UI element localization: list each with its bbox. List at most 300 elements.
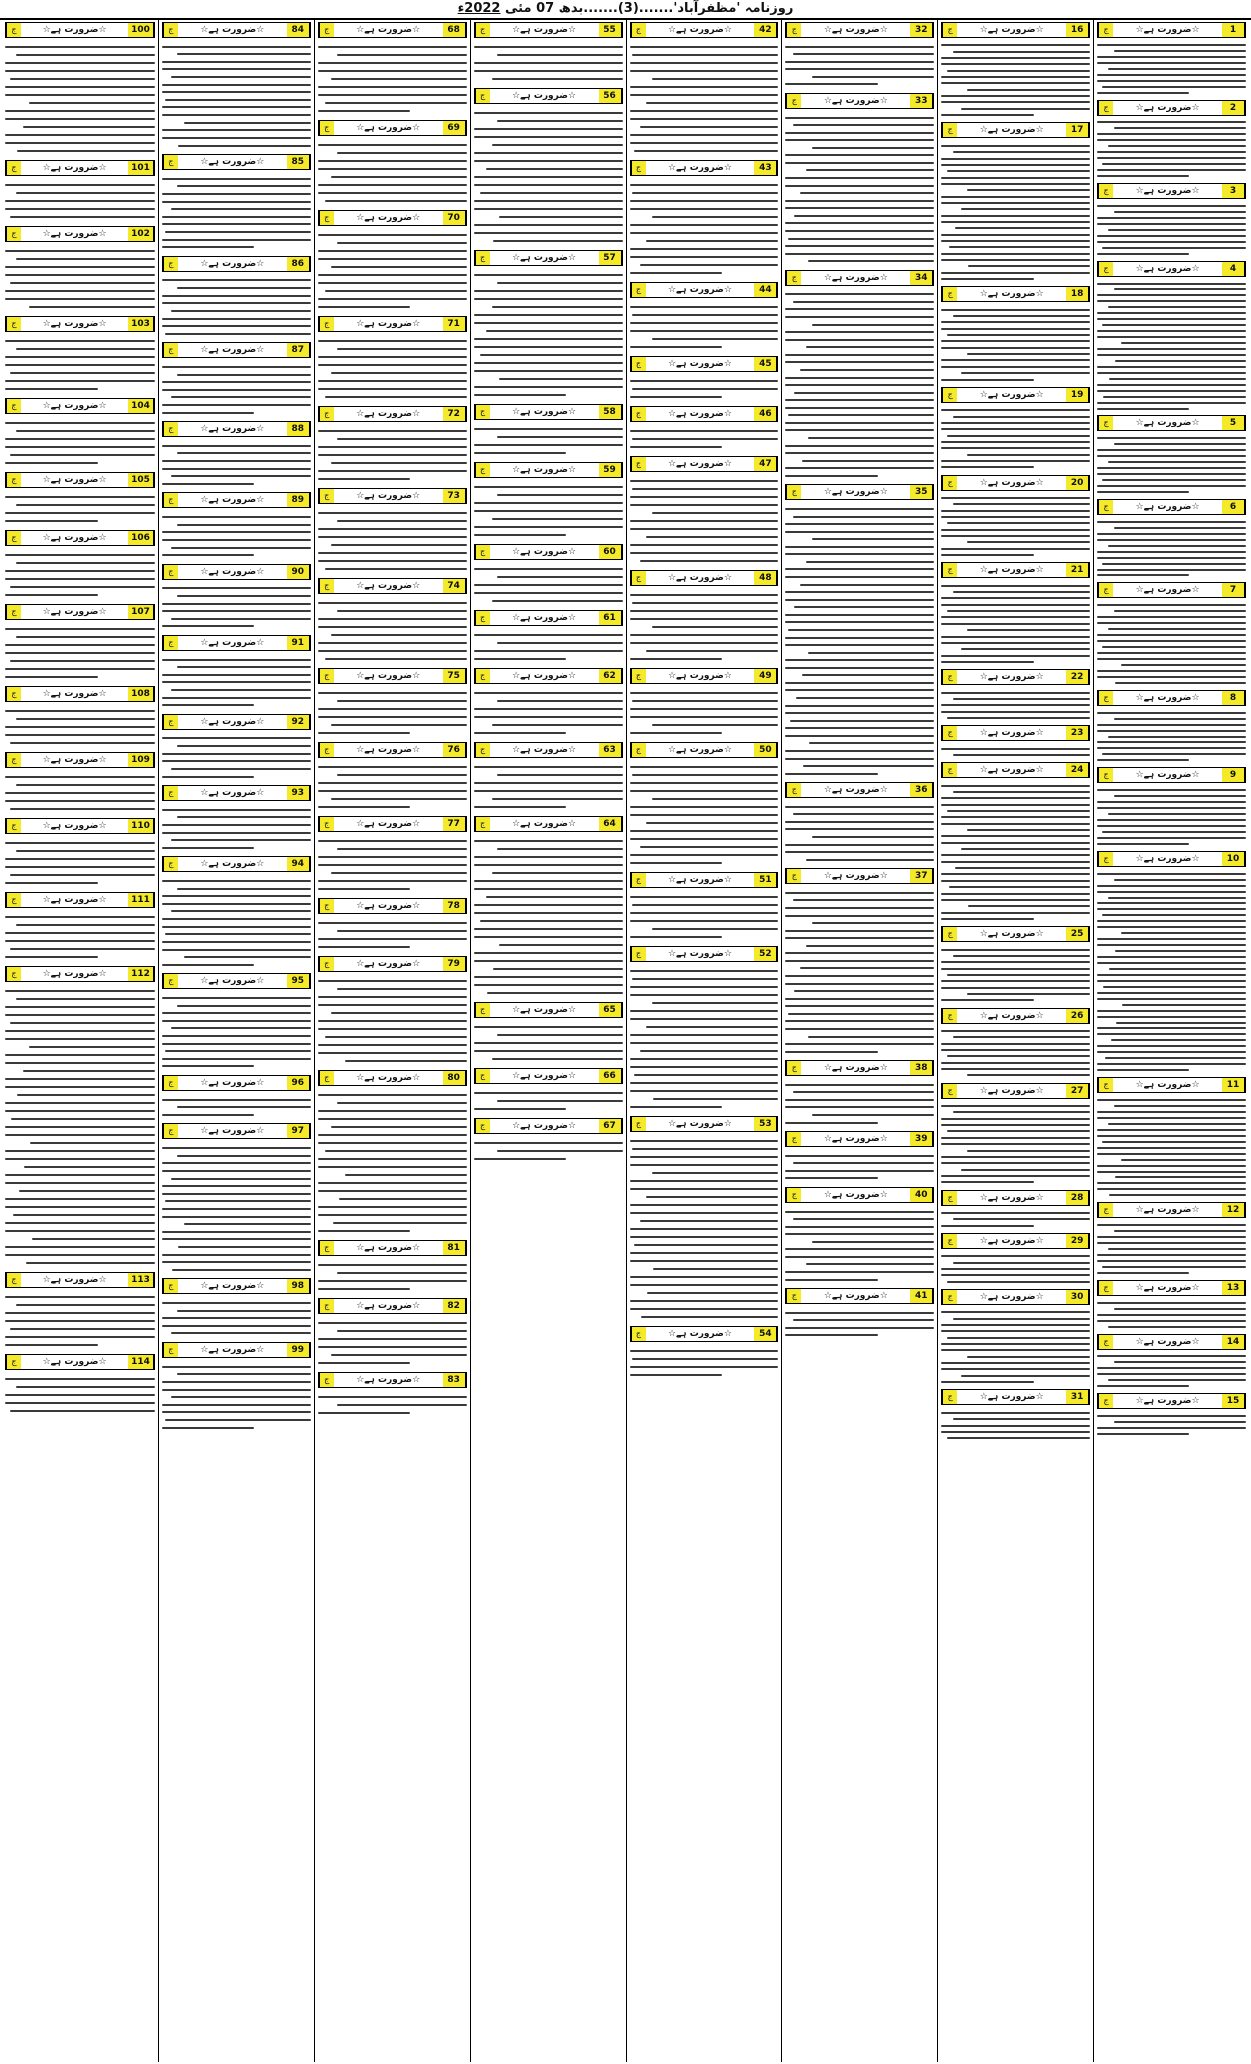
text-line	[162, 412, 254, 414]
text-line	[785, 523, 934, 525]
text-line	[5, 86, 155, 88]
text-line	[1108, 897, 1246, 899]
text-line	[1097, 1010, 1246, 1012]
ad-header	[474, 1068, 623, 1084]
text-line	[5, 184, 155, 186]
ad-body-text	[785, 111, 934, 268]
text-line	[652, 512, 779, 514]
text-line	[947, 170, 1090, 172]
text-line	[1097, 366, 1246, 368]
text-line	[318, 1142, 467, 1144]
text-line	[630, 594, 779, 596]
text-line	[785, 1279, 877, 1281]
text-line	[941, 57, 1090, 59]
ad-body-text	[5, 334, 155, 396]
text-line	[1102, 479, 1246, 481]
text-line	[162, 61, 311, 63]
text-line	[171, 396, 311, 398]
text-line	[1097, 157, 1246, 159]
text-line	[1097, 1373, 1246, 1375]
ad-title: ☆ضرورت ہے☆	[512, 547, 577, 557]
classified-ad	[474, 666, 623, 740]
ad-mark-icon: ج	[6, 473, 21, 487]
text-line	[5, 1254, 155, 1256]
ad-mark-icon: ج	[6, 819, 21, 833]
ad-body-text	[318, 1390, 467, 1420]
text-line	[785, 1327, 934, 1329]
text-line	[337, 930, 467, 932]
ad-number: 109	[128, 753, 154, 767]
text-line	[1097, 336, 1246, 338]
ad-mark-icon: ج	[1098, 691, 1113, 705]
text-line	[1121, 342, 1246, 344]
text-line	[1097, 121, 1246, 123]
text-line	[941, 548, 1090, 550]
ad-body-text	[318, 686, 467, 740]
text-line	[171, 475, 311, 477]
ad-title: ☆ضرورت ہے☆	[42, 229, 107, 239]
ad-title: ☆ضرورت ہے☆	[356, 1243, 421, 1253]
text-line	[652, 928, 779, 930]
text-line	[5, 250, 155, 252]
text-line	[941, 1049, 1090, 1051]
ad-number: 77	[443, 817, 466, 831]
ad-header	[162, 714, 311, 730]
ad-body-text	[318, 424, 467, 486]
ad-mark-icon: ج	[6, 317, 21, 331]
text-line	[1097, 1367, 1246, 1369]
ad-number: 65	[599, 1003, 622, 1017]
ad-header	[785, 22, 934, 38]
text-line	[474, 176, 623, 178]
text-line	[5, 1344, 98, 1346]
text-line	[941, 278, 1033, 280]
classified-ad	[162, 633, 311, 712]
text-line	[806, 1263, 934, 1265]
text-line	[480, 920, 623, 922]
text-line	[967, 1356, 1091, 1358]
text-line	[331, 1012, 466, 1014]
ad-mark-icon: ج	[942, 476, 957, 490]
text-line	[785, 591, 934, 593]
text-line	[318, 708, 467, 710]
ad-title: ☆ضرورت ہے☆	[1135, 1080, 1200, 1091]
ad-mark-icon: ج	[1098, 852, 1113, 866]
text-line	[1097, 437, 1246, 439]
text-line	[177, 595, 311, 597]
text-line	[184, 956, 311, 958]
text-line	[634, 1074, 778, 1076]
text-line	[632, 54, 778, 56]
ad-number: 94	[287, 857, 310, 871]
ad-mark-icon: ج	[163, 343, 178, 357]
classified-ad	[785, 1185, 934, 1286]
ad-mark-icon: ج	[1098, 1078, 1113, 1092]
text-line	[785, 960, 934, 962]
text-line	[318, 1028, 467, 1030]
text-line	[5, 422, 155, 424]
text-line	[497, 282, 622, 284]
text-line	[325, 396, 466, 398]
text-line	[652, 1172, 779, 1174]
text-line	[630, 1034, 779, 1036]
text-line	[162, 404, 311, 406]
text-line	[5, 956, 98, 958]
text-line	[337, 348, 467, 350]
text-line	[162, 1404, 311, 1406]
ad-body-text	[5, 178, 155, 224]
text-line	[162, 483, 254, 485]
text-line	[1108, 68, 1246, 70]
text-line	[474, 650, 623, 652]
text-line	[630, 994, 779, 996]
ad-mark-icon: ج	[786, 94, 801, 108]
ad-number: 60	[599, 545, 622, 559]
ad-title: ☆ضرورت ہے☆	[979, 929, 1044, 940]
text-line	[5, 266, 155, 268]
ad-header	[785, 1131, 934, 1147]
ad-number: 106	[128, 531, 154, 545]
text-line	[630, 430, 779, 432]
text-line	[630, 208, 779, 210]
text-line	[967, 189, 1091, 191]
text-line	[318, 864, 467, 866]
text-line	[318, 380, 467, 382]
ad-mark-icon: ج	[942, 763, 957, 777]
text-line	[1109, 968, 1246, 970]
text-line	[11, 1118, 155, 1120]
ad-number: 52	[754, 947, 777, 961]
text-line	[162, 178, 311, 180]
text-line	[162, 381, 311, 383]
classified-ad	[5, 890, 155, 964]
ad-title: ☆ضرورت ہے☆	[979, 1392, 1044, 1403]
text-line	[162, 1147, 311, 1149]
ad-header	[474, 816, 623, 832]
ad-body-text	[474, 1086, 623, 1116]
text-line	[630, 1284, 779, 1286]
ad-header	[630, 22, 779, 38]
text-line	[785, 475, 877, 477]
text-line	[785, 952, 934, 954]
text-line	[1097, 348, 1246, 350]
text-line	[953, 955, 1090, 957]
text-line	[961, 848, 1091, 850]
text-line	[337, 848, 467, 850]
ad-title: ☆ضرورت ہے☆	[512, 745, 577, 755]
ad-title: ☆ضرورت ہے☆	[1135, 102, 1200, 113]
text-line	[474, 976, 623, 978]
classified-ad	[941, 667, 1090, 723]
text-line	[941, 1324, 1090, 1326]
text-line	[474, 732, 566, 734]
text-line	[474, 766, 623, 768]
text-line	[630, 854, 779, 856]
text-line	[1097, 604, 1246, 606]
text-line	[1097, 151, 1246, 153]
ad-number: 95	[287, 974, 310, 988]
classified-ad	[941, 1287, 1090, 1387]
classified-ad	[1097, 259, 1246, 414]
ad-header	[162, 1278, 311, 1294]
text-line	[474, 184, 623, 186]
ad-header	[5, 160, 155, 176]
text-line	[785, 293, 934, 295]
ad-mark-icon: ج	[942, 1390, 957, 1404]
text-line	[788, 629, 934, 631]
text-line	[941, 854, 1090, 856]
text-line	[5, 594, 98, 596]
text-line	[499, 378, 623, 380]
text-line	[5, 1206, 155, 1208]
text-line	[325, 1036, 466, 1038]
text-line	[953, 315, 1090, 317]
text-line	[941, 340, 1090, 342]
text-line	[474, 1142, 623, 1144]
text-line	[337, 610, 467, 612]
ad-mark-icon: ج	[631, 1117, 646, 1131]
ad-body-text	[941, 580, 1090, 667]
text-line	[1121, 932, 1246, 934]
text-line	[1097, 837, 1246, 839]
text-line	[785, 452, 934, 454]
text-line	[632, 774, 778, 776]
ad-header	[318, 22, 467, 38]
text-line	[325, 290, 466, 292]
ad-body-text	[474, 1136, 623, 1166]
ad-number: 32	[910, 23, 933, 37]
text-line	[785, 844, 934, 846]
text-line	[318, 922, 467, 924]
text-line	[968, 265, 1090, 267]
ad-header	[1097, 851, 1246, 867]
text-line	[630, 692, 779, 694]
ad-header	[785, 1187, 934, 1203]
text-line	[492, 872, 623, 874]
ad-number: 73	[443, 489, 466, 503]
ad-body-text	[630, 424, 779, 454]
text-line	[812, 836, 934, 838]
text-line	[953, 1262, 1090, 1264]
ad-title: ☆ضرورت ہے☆	[1135, 1205, 1200, 1216]
ad-number: 83	[443, 1373, 466, 1387]
text-line	[1097, 712, 1246, 714]
ad-body-text	[318, 974, 467, 1068]
ad-title: ☆ضرورت ہے☆	[1135, 263, 1200, 274]
text-line	[184, 1223, 311, 1225]
ad-body-text	[318, 1316, 467, 1370]
text-line	[785, 705, 934, 707]
ad-header	[162, 973, 311, 989]
ad-number: 57	[599, 251, 622, 265]
text-line	[953, 1318, 1090, 1320]
ad-title: ☆ضرورت ہے☆	[200, 1345, 265, 1356]
text-line	[941, 1105, 1090, 1107]
text-line	[785, 61, 934, 63]
text-line	[961, 648, 1091, 650]
ad-title: ☆ضرورت ہے☆	[979, 289, 1044, 300]
text-line	[318, 946, 410, 948]
ad-mark-icon: ج	[163, 1279, 178, 1293]
classified-ad	[162, 854, 311, 971]
text-line	[785, 154, 934, 156]
text-line	[10, 874, 155, 876]
text-line	[474, 692, 623, 694]
ad-body-text	[5, 622, 155, 684]
ad-body-text	[941, 1208, 1090, 1231]
text-line	[5, 1014, 155, 1016]
ad-header	[941, 22, 1090, 38]
text-line	[785, 222, 934, 224]
text-line	[337, 152, 467, 154]
text-line	[497, 700, 622, 702]
text-line	[497, 774, 622, 776]
text-line	[941, 842, 1090, 844]
ad-number: 62	[599, 669, 622, 683]
classified-ad	[1097, 497, 1246, 580]
text-line	[318, 782, 467, 784]
ad-mark-icon: ج	[6, 1273, 21, 1287]
ad-body-text	[941, 1101, 1090, 1188]
text-line	[630, 790, 779, 792]
classified-ad	[941, 120, 1090, 284]
ad-number: 72	[443, 407, 466, 421]
ad-number: 111	[128, 893, 154, 907]
ad-mark-icon: ج	[319, 23, 334, 37]
classified-ad	[5, 158, 155, 224]
text-line	[5, 1110, 155, 1112]
classified-ad	[785, 1058, 934, 1129]
ad-body-text	[474, 834, 623, 1000]
ad-body-text	[162, 874, 311, 971]
ad-body-text	[5, 836, 155, 890]
text-line	[967, 89, 1091, 91]
text-line	[5, 792, 155, 794]
text-line	[788, 414, 934, 416]
text-line	[785, 682, 934, 684]
ad-number: 114	[128, 1355, 154, 1369]
text-line	[630, 504, 779, 506]
ad-number: 64	[599, 817, 622, 831]
text-line	[162, 776, 254, 778]
text-line	[941, 196, 1090, 198]
ad-number: 75	[443, 669, 466, 683]
text-line	[630, 1308, 779, 1310]
ad-header	[1097, 1077, 1246, 1093]
text-line	[474, 526, 623, 528]
ad-header	[785, 484, 934, 500]
text-line	[337, 1404, 467, 1406]
text-line	[1108, 628, 1246, 630]
ad-number: 23	[1066, 726, 1089, 740]
text-line	[162, 824, 311, 826]
text-line	[785, 429, 934, 431]
text-line	[162, 704, 254, 706]
ad-mark-icon: ج	[942, 23, 957, 37]
text-line	[5, 1086, 155, 1088]
ad-body-text	[474, 628, 623, 666]
text-line	[1097, 1224, 1246, 1226]
text-line	[165, 933, 311, 935]
text-line	[785, 407, 934, 409]
ad-mark-icon: ج	[942, 1084, 957, 1098]
ad-mark-icon: ج	[475, 251, 490, 265]
text-line	[1097, 235, 1246, 237]
text-line	[1116, 1022, 1246, 1024]
ad-number: 108	[128, 687, 154, 701]
text-line	[941, 529, 1090, 531]
text-line	[474, 338, 623, 340]
text-line	[474, 128, 623, 130]
text-line	[1097, 980, 1246, 982]
ad-title: ☆ضرورت ہے☆	[512, 465, 577, 475]
text-line	[630, 446, 722, 448]
text-line	[162, 239, 311, 241]
ad-number: 13	[1222, 1281, 1245, 1295]
text-line	[162, 216, 311, 218]
text-line	[630, 1374, 722, 1376]
text-line	[318, 996, 467, 998]
ad-body-text	[474, 760, 623, 814]
text-line	[5, 578, 155, 580]
ad-number: 3	[1222, 184, 1245, 198]
ad-body-text	[5, 770, 155, 816]
ad-header	[630, 1116, 779, 1132]
ad-body-text	[5, 490, 155, 528]
text-line	[1097, 1111, 1246, 1113]
text-line	[318, 298, 467, 300]
ad-header	[318, 210, 467, 226]
text-line	[785, 1122, 877, 1124]
text-line	[630, 184, 779, 186]
text-line	[941, 1062, 1090, 1064]
text-line	[1097, 354, 1246, 356]
text-line	[318, 1346, 467, 1348]
ad-title: ☆ضرورت ہے☆	[356, 671, 421, 681]
text-line	[474, 486, 623, 488]
text-line	[318, 790, 467, 792]
text-line	[630, 70, 779, 72]
text-line	[802, 674, 934, 676]
ad-mark-icon: ج	[631, 23, 646, 37]
ad-mark-icon: ج	[942, 1009, 957, 1023]
ad-mark-icon: ج	[786, 1289, 801, 1303]
text-line	[171, 689, 311, 691]
text-line	[785, 1028, 934, 1030]
text-line	[941, 604, 1090, 606]
text-line	[318, 86, 467, 88]
text-line	[1102, 753, 1246, 755]
text-line	[474, 1042, 623, 1044]
text-line	[1097, 891, 1246, 893]
text-line	[474, 160, 623, 162]
text-line	[808, 1036, 935, 1038]
text-line	[29, 102, 155, 104]
text-line	[630, 658, 722, 660]
text-line	[1102, 86, 1246, 88]
text-line	[640, 560, 778, 562]
text-line	[5, 570, 155, 572]
text-line	[318, 62, 467, 64]
text-line	[941, 861, 1090, 863]
text-line	[474, 840, 623, 842]
text-line	[318, 888, 410, 890]
text-line	[337, 54, 467, 56]
text-line	[1097, 223, 1246, 225]
text-line	[19, 1190, 155, 1192]
text-line	[1097, 318, 1246, 320]
ad-mark-icon: ج	[475, 405, 490, 419]
